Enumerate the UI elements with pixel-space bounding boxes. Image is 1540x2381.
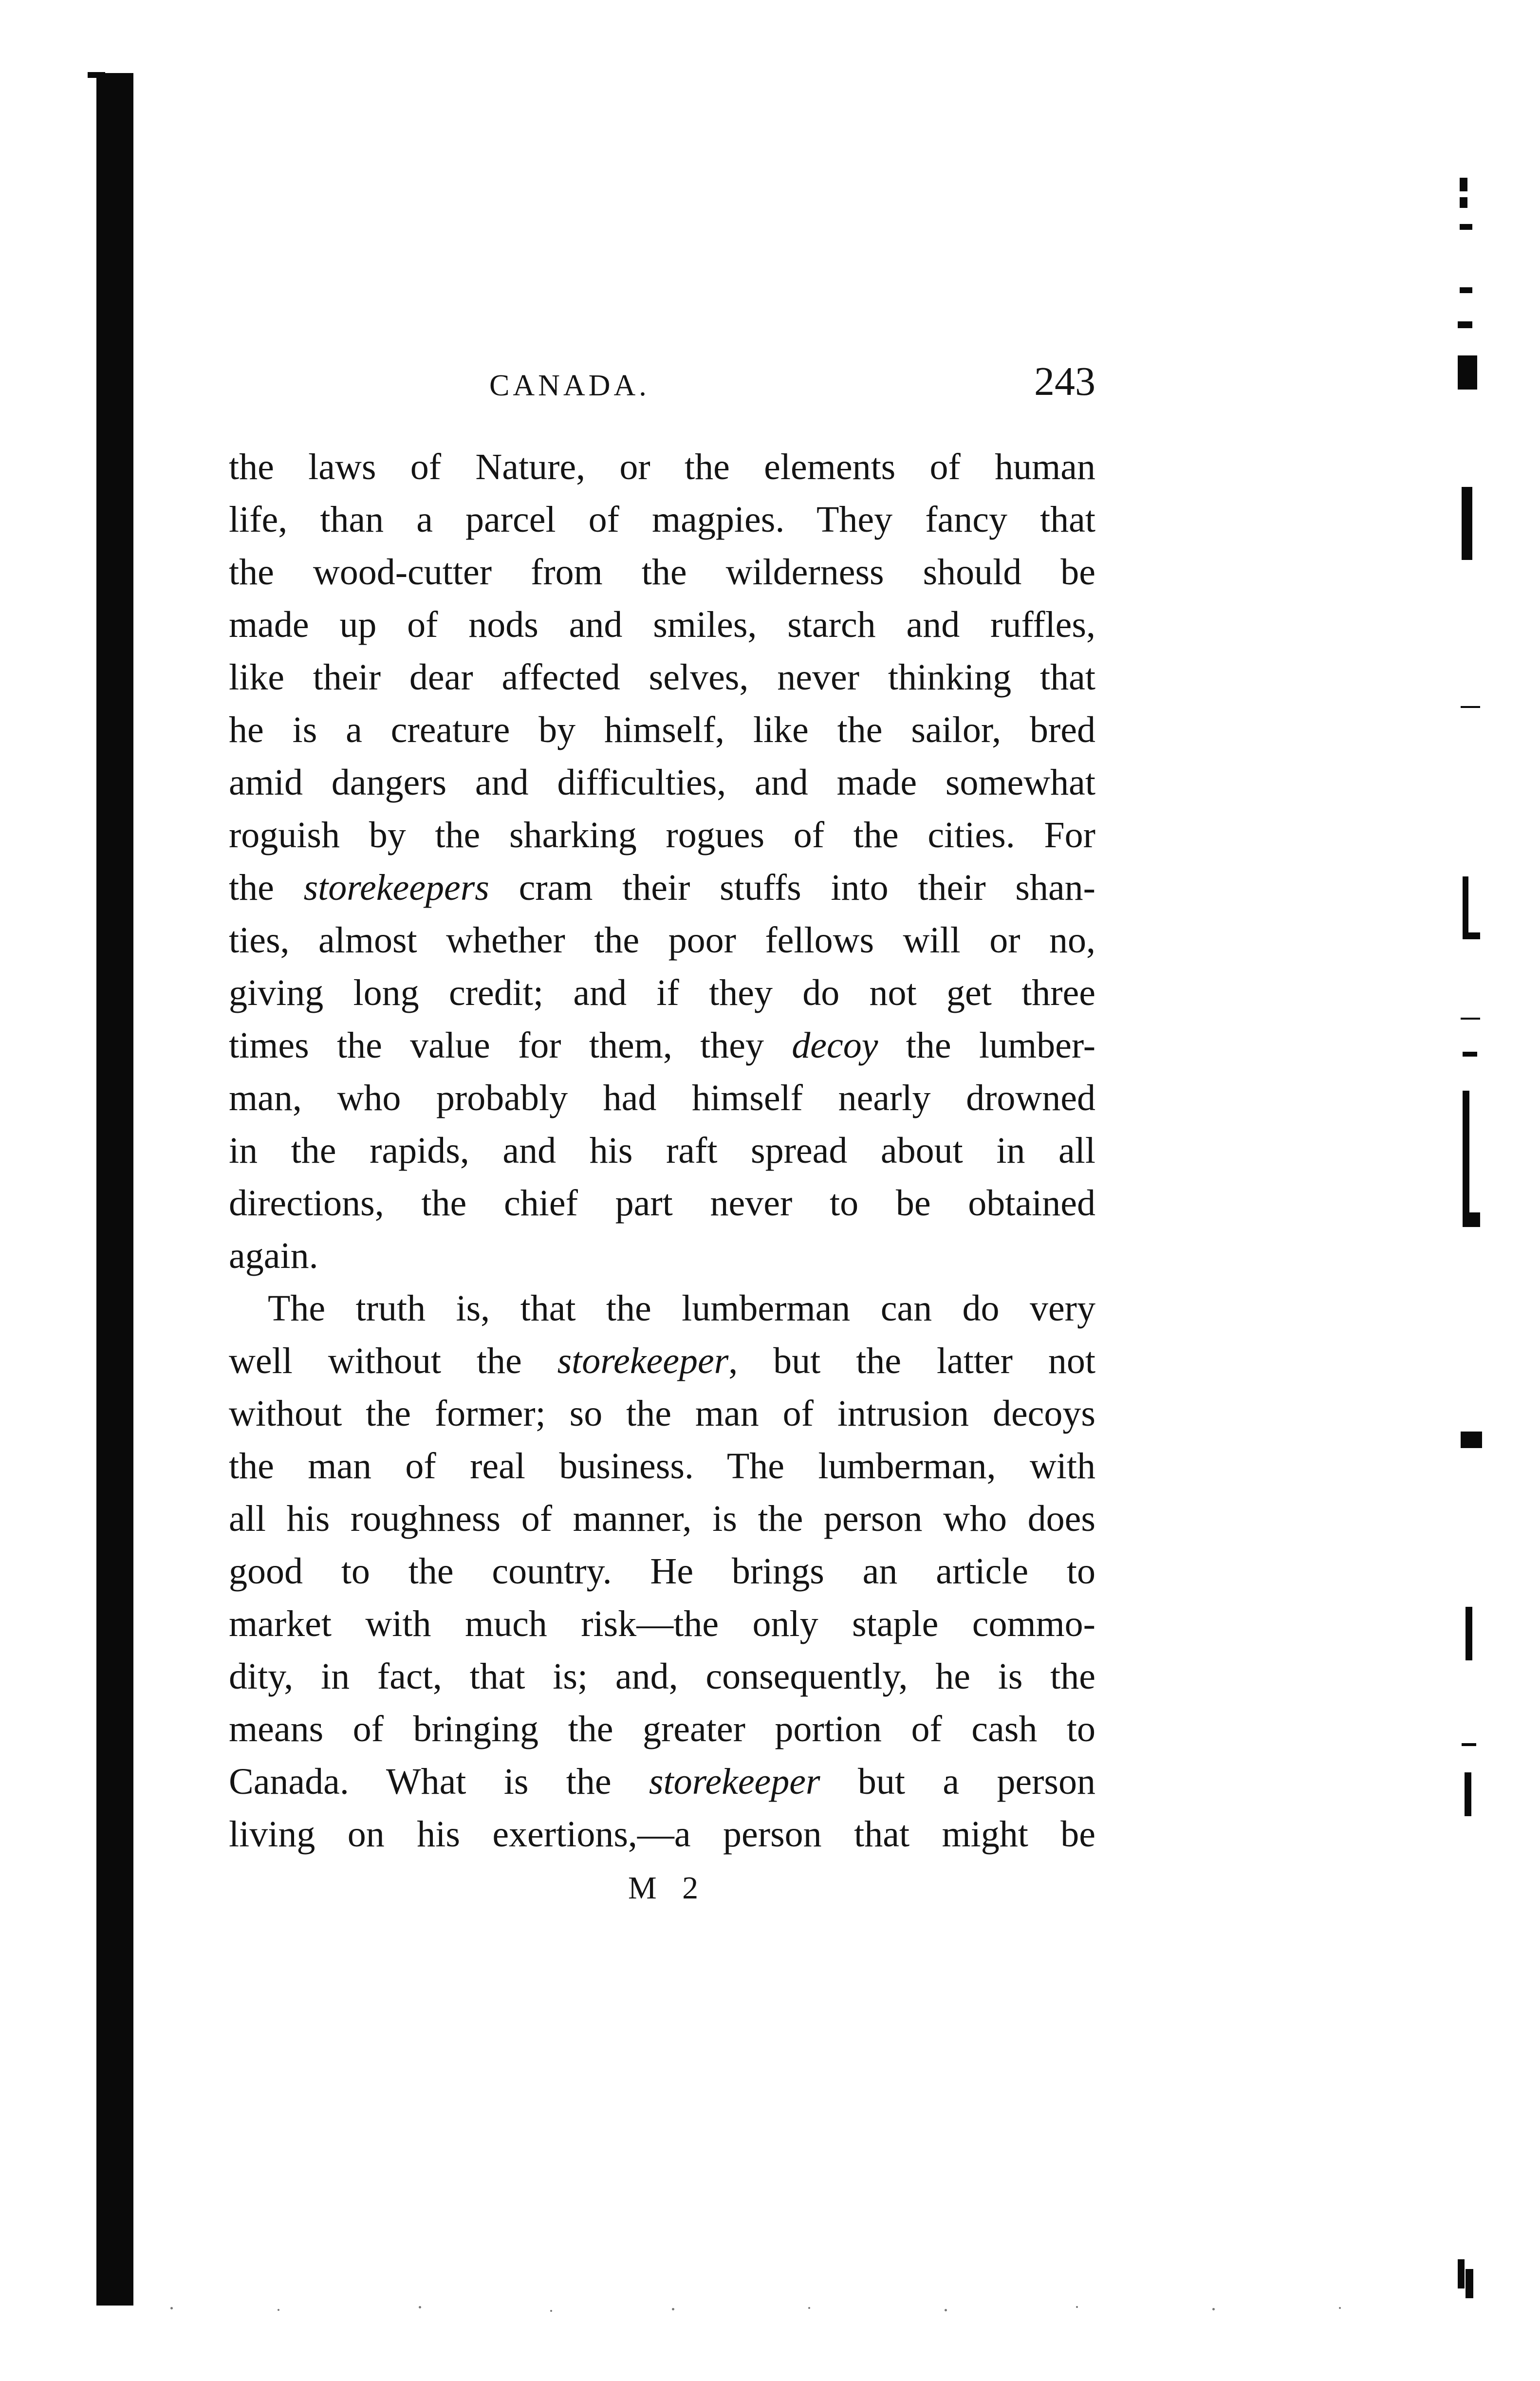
text-line bbox=[229, 861, 1095, 914]
signature-mark: M 2 bbox=[628, 1870, 707, 1906]
text-line: market with much risk—the only staple commo- bbox=[229, 1603, 1095, 1644]
speckle bbox=[945, 2309, 947, 2311]
text-line: the man of real business. The lumberman, with bbox=[229, 1446, 1095, 1487]
text-line: made up of nods and smiles, starch and ruffles, bbox=[229, 604, 1095, 645]
margin-mark bbox=[1458, 2259, 1465, 2288]
speckle bbox=[550, 2310, 552, 2312]
text-run: , but the latter not bbox=[728, 1340, 1095, 1381]
text-run: but a person bbox=[820, 1761, 1096, 1802]
scan-speckle bbox=[73, 2302, 1436, 2322]
text-line: ties, almost whether the poor fellows will or no, bbox=[229, 920, 1095, 961]
text-line: dity, in fact, that is; and, consequently, he is the bbox=[229, 1656, 1095, 1697]
margin-mark bbox=[1462, 1743, 1476, 1746]
text-line: amid dangers and difficulties, and made somewhat bbox=[229, 762, 1095, 803]
text-line: good to the country. He brings an article to bbox=[229, 1551, 1095, 1592]
text-run: Canada. What is the bbox=[229, 1761, 649, 1802]
text-line: the wood-cutter from the wilderness should be bbox=[229, 552, 1095, 593]
text-line: giving long credit; and if they do not get three bbox=[229, 972, 1095, 1013]
binding-edge bbox=[96, 73, 133, 2306]
margin-mark bbox=[1458, 355, 1477, 390]
text-line: roguish by the sharking rogues of the cities. For bbox=[229, 815, 1095, 856]
text-line: The truth is, that the lumberman can do very bbox=[268, 1288, 1095, 1329]
text-line: directions, the chief part never to be obtained bbox=[229, 1183, 1095, 1224]
speckle bbox=[808, 2307, 810, 2309]
italic-run: decoy bbox=[792, 1025, 878, 1066]
text-line: again. bbox=[229, 1235, 318, 1276]
text-line: like their dear affected selves, never thinking that bbox=[229, 657, 1095, 698]
margin-mark bbox=[1461, 1018, 1480, 1020]
text-line: all his roughness of manner, is the person who does bbox=[229, 1498, 1095, 1539]
speckle bbox=[419, 2306, 421, 2308]
text-line: living on his exertions,—a person that might be bbox=[229, 1814, 1095, 1855]
text-line: in the rapids, and his raft spread about in all bbox=[229, 1130, 1095, 1171]
margin-mark bbox=[1465, 1772, 1471, 1816]
margin-mark bbox=[1461, 1432, 1482, 1448]
margin-mark bbox=[1463, 1091, 1469, 1212]
margin-mark bbox=[1460, 197, 1467, 208]
speckle bbox=[1339, 2307, 1341, 2309]
speckle bbox=[672, 2308, 674, 2310]
margin-mark bbox=[1466, 2269, 1473, 2298]
body-text bbox=[229, 441, 1095, 1860]
italic-run: storekeeper bbox=[557, 1340, 729, 1381]
text-run: cram their stuffs into their shan- bbox=[489, 867, 1095, 908]
margin-mark bbox=[1460, 178, 1467, 191]
margin-mark bbox=[1460, 287, 1472, 293]
margin-mark bbox=[1462, 487, 1472, 560]
speckle bbox=[278, 2309, 279, 2311]
text-line: life, than a parcel of magpies. They fancy that bbox=[229, 499, 1095, 540]
text-line: man, who probably had himself nearly drowned bbox=[229, 1078, 1095, 1118]
margin-mark bbox=[1466, 1607, 1472, 1660]
margin-mark bbox=[1463, 876, 1468, 935]
page-number: 243 bbox=[1034, 359, 1095, 404]
margin-mark bbox=[1463, 1052, 1477, 1057]
margin-mark bbox=[1461, 706, 1480, 708]
text-line: without the former; so the man of intrusion decoys bbox=[229, 1393, 1095, 1434]
margin-mark bbox=[1458, 321, 1472, 328]
text-line: he is a creature by himself, like the sailor, bred bbox=[229, 709, 1095, 750]
text-run: well without the bbox=[229, 1340, 557, 1381]
margin-mark bbox=[1463, 1212, 1480, 1227]
page-header bbox=[224, 358, 1095, 411]
text-line bbox=[229, 1755, 1095, 1808]
speckle bbox=[1212, 2308, 1215, 2310]
margin-mark bbox=[1463, 932, 1480, 939]
text-line bbox=[229, 1335, 1095, 1387]
text-line: the laws of Nature, or the elements of human bbox=[229, 446, 1095, 487]
running-head: CANADA. bbox=[489, 369, 650, 402]
margin-mark bbox=[1460, 224, 1472, 230]
binding-edge-tick bbox=[88, 72, 105, 78]
italic-run: storekeepers bbox=[303, 867, 489, 908]
text-run: the bbox=[229, 867, 304, 908]
scan-margin-marks bbox=[1451, 0, 1509, 2381]
speckle bbox=[1076, 2306, 1078, 2308]
speckle bbox=[170, 2307, 173, 2309]
text-run: times the value for them, they bbox=[229, 1025, 792, 1066]
italic-run: storekeeper bbox=[649, 1761, 820, 1802]
text-run: the lumber- bbox=[878, 1025, 1095, 1066]
text-line: means of bringing the greater portion of cash to bbox=[229, 1709, 1095, 1749]
text-line bbox=[229, 1019, 1095, 1072]
